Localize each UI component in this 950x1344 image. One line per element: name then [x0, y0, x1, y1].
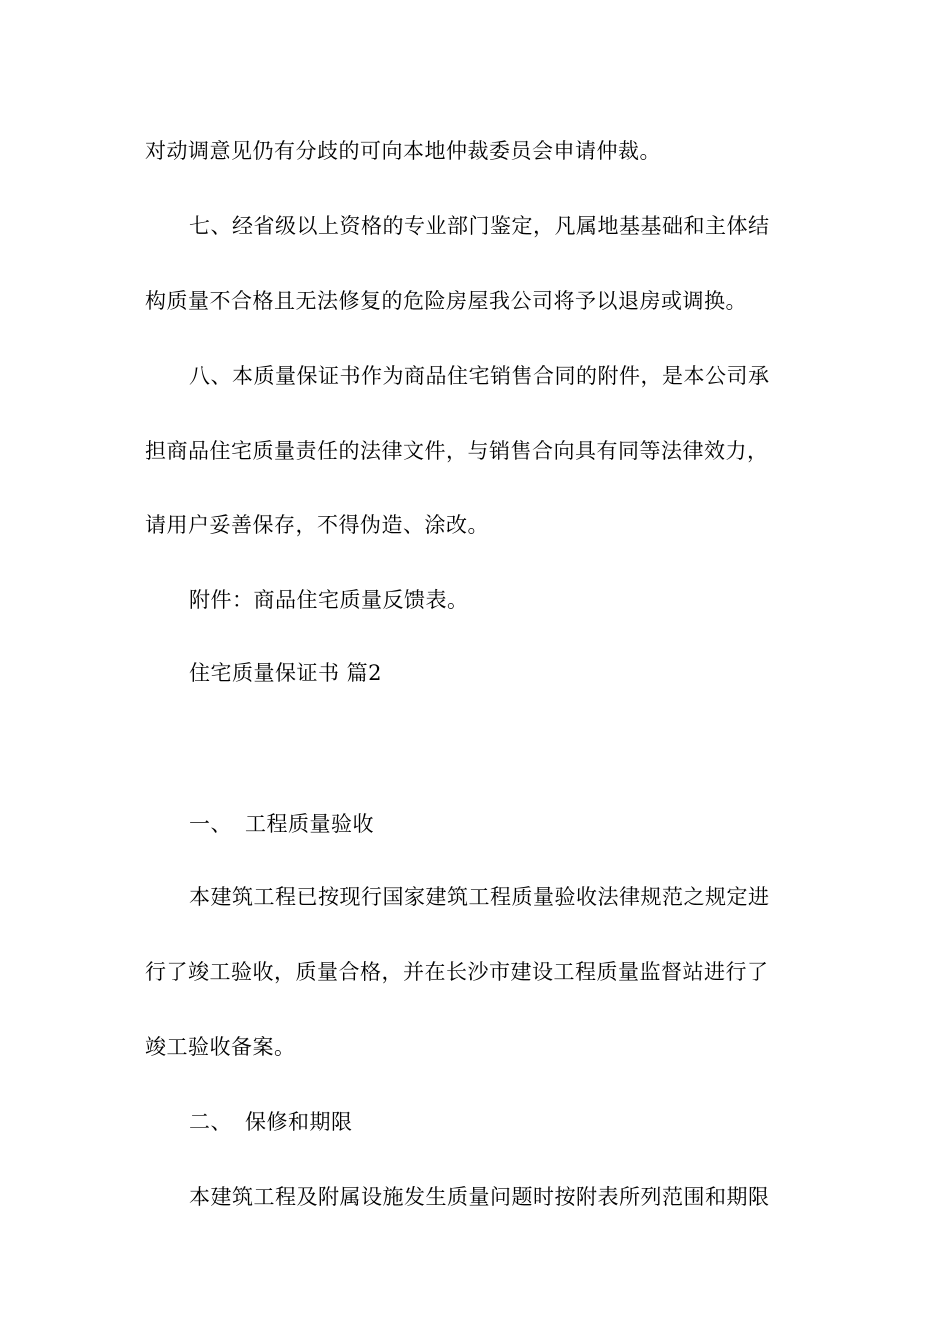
section-two-title: 保修和期限 [245, 1110, 353, 1134]
clause-seven-line-1: 七、经省级以上资格的专业部门鉴定，凡属地基基础和主体结 [189, 214, 770, 238]
clause-eight-line-1: 八、本质量保证书作为商品住宅销售合同的附件，是本公司承 [189, 364, 770, 388]
clause-eight-line-2: 担商品住宅质量责任的法律文件，与销售合向具有同等法律效力， [145, 439, 769, 463]
section-one-line-3: 竣工验收备案。 [145, 1035, 296, 1059]
section-one-heading [189, 809, 825, 839]
section-two-line-1: 本建筑工程及附属设施发生质量问题时按附表所列范围和期限 [189, 1185, 770, 1209]
section-heading: 住宅质量保证书 篇2 [189, 661, 383, 685]
clause-eight-line-3: 请用户妥善保存，不得伪造、涂改。 [145, 513, 489, 537]
section-one-line-2: 行了竣工验收，质量合格，并在长沙市建设工程质量监督站进行了 [145, 960, 769, 984]
section-two-number: 二、 [189, 1110, 232, 1134]
attachment-line: 附件：商品住宅质量反馈表。 [189, 588, 469, 612]
section-one-title: 工程质量验收 [245, 812, 374, 836]
section-two-heading [189, 1107, 825, 1137]
paragraph-line: 对动调意见仍有分歧的可向本地仲裁委员会申请仲裁。 [145, 139, 661, 163]
section-one-number: 一、 [189, 812, 232, 836]
section-one-line-1: 本建筑工程已按现行国家建筑工程质量验收法律规范之规定进 [189, 885, 770, 909]
clause-seven-line-2: 构质量不合格且无法修复的危险房屋我公司将予以退房或调换。 [145, 289, 747, 313]
